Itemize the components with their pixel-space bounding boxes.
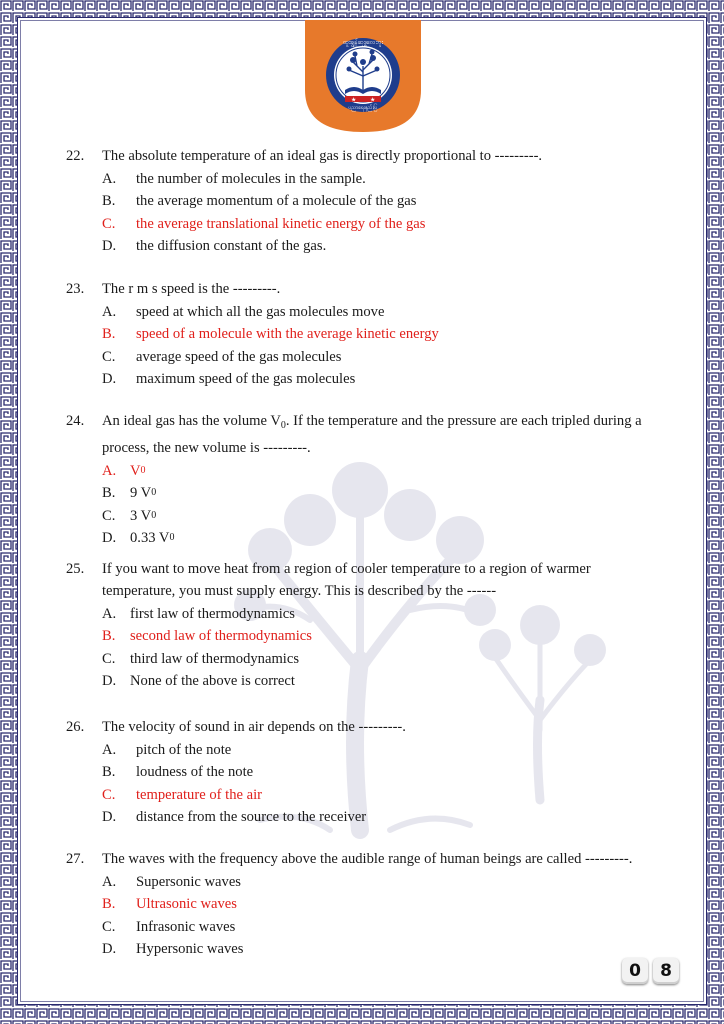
page-number-digit-1: 0 (622, 958, 648, 984)
option-a: A. the number of molecules in the sample. (102, 171, 366, 187)
page-number (622, 958, 679, 984)
option-d: D. None of the above is correct (102, 673, 295, 690)
option-b-correct: B. second law of thermodynamics (102, 628, 312, 645)
question-number: 24. (66, 413, 85, 429)
option-d: D. 0.33 V 0 (102, 530, 175, 547)
question-text: The velocity of sound in air depends on the ---------. (102, 719, 406, 735)
option-b: B. loudness of the note (102, 764, 254, 781)
logo-bottom-text: ပညာရေးနည်းပြ (348, 105, 378, 111)
svg-text:★: ★ (370, 96, 376, 104)
option-c: C. Infrasonic waves (102, 918, 236, 935)
option-a: A. pitch of the note (102, 742, 232, 758)
logo-arc-text: ထူးချွန်ဆုဒ္ဓလေဘူး (343, 39, 383, 46)
question-22 (66, 145, 666, 258)
question-24 (66, 410, 666, 550)
option-d: D. Hypersonic waves (102, 941, 244, 958)
question-text: The r m s speed is the ---------. (102, 281, 281, 297)
option-d: D. the diffusion constant of the gas. (102, 238, 327, 255)
question-23 (66, 278, 666, 391)
option-b-correct: B. Ultrasonic waves (102, 896, 237, 913)
question-25 (66, 558, 666, 693)
question-27 (66, 848, 666, 961)
question-number: 25. (66, 561, 85, 577)
svg-text:★: ★ (351, 96, 357, 104)
option-c: C. third law of thermodynamics (102, 650, 300, 667)
option-a: A. Supersonic waves (102, 874, 241, 890)
question-text: The absolute temperature of an ideal gas is directly proportional to ---------. (102, 148, 543, 164)
option-b: B. 9 V 0 (102, 485, 157, 502)
question-number: 27. (66, 851, 85, 867)
question-26 (66, 716, 666, 829)
page-number-digit-2: 8 (653, 958, 679, 984)
option-b: B. the average momentum of a molecule of the gas (102, 193, 417, 210)
option-b-correct: B. speed of a molecule with the average kinetic energy (102, 326, 439, 343)
question-text: If you want to move heat from a region of cooler temperature to a region of warmer temperature, you must supply energy. This is described by the ------ (102, 561, 591, 599)
question-text: An ideal gas has the volume $V_0$. If the temperature and the pressure are each tripled during a process, the new volume is ---------. (102, 413, 642, 456)
option-d: D. maximum speed of the gas molecules (102, 371, 356, 388)
option-d: D. distance from the source to the receiver (102, 809, 367, 826)
option-c: C. average speed of the gas molecules (102, 348, 342, 365)
option-c-correct: C. the average translational kinetic energy of the gas (102, 215, 426, 232)
option-a: A. first law of thermodynamics (102, 606, 295, 622)
option-c-correct: C. temperature of the air (102, 786, 263, 803)
question-text: The waves with the frequency above the audible range of human beings are called ---------. (102, 851, 633, 867)
option-a: A. speed at which all the gas molecules move (102, 304, 385, 320)
question-number: 26. (66, 719, 85, 735)
question-number: 22. (66, 148, 85, 164)
question-number: 23. (66, 281, 85, 297)
option-c: C. 3 V 0 (102, 507, 157, 524)
option-a-correct: A. V 0 (102, 463, 146, 479)
